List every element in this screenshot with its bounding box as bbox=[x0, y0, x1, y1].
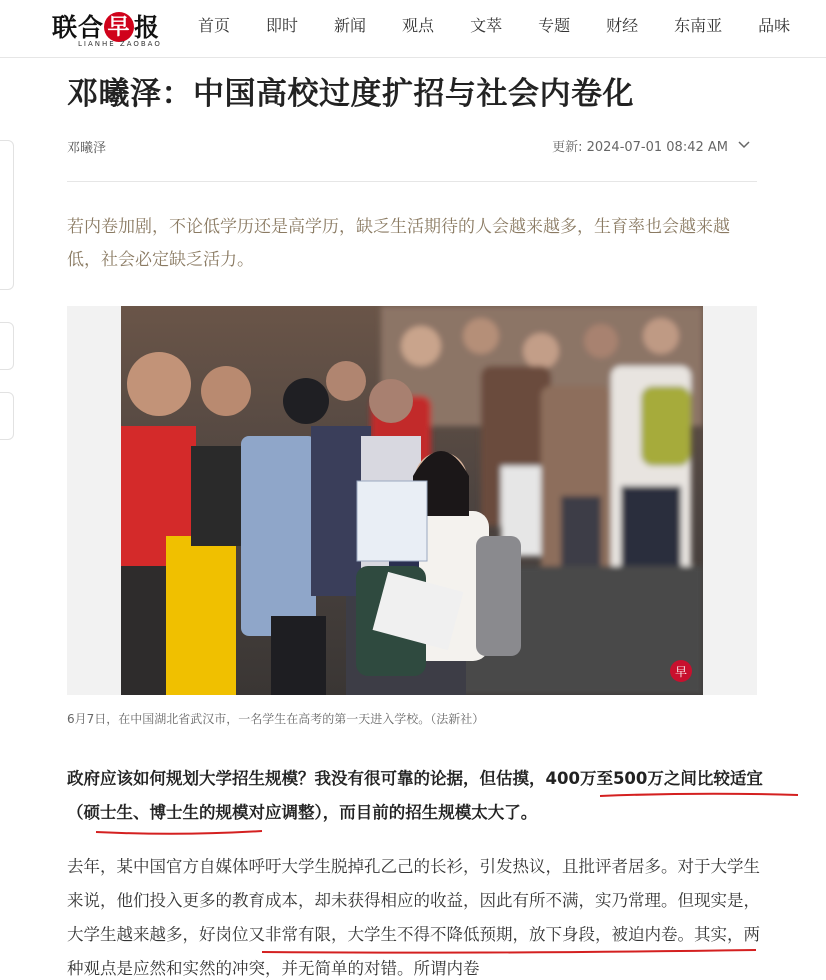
chevron-down-icon[interactable] bbox=[737, 137, 751, 151]
nav-southeast-asia[interactable]: 东南亚 bbox=[674, 16, 723, 35]
article-paragraph-1: 政府应该如何规划大学招生规模？我没有很可靠的论据，但估摸，400万至500万之间比较适宜（硕士生、博士生的规模对应调整），而目前的招生规模太大了。 bbox=[67, 769, 763, 822]
share-bar[interactable] bbox=[0, 140, 14, 290]
meta-divider bbox=[67, 181, 757, 182]
main-nav bbox=[198, 15, 826, 37]
article-paragraph-2: 去年，某中国官方自媒体呼吁大学生脱掉孔乙己的长衫，引发热议，且批评者居多。对于大学生来说，他们投入更多的教育成本，却未获得相应的收益，因此有所不满，实乃常理。但现实是，大学生越来越多，好岗位又非常有限，大学生不得不降低预期，放下身段，被迫内卷。其实，两种观点是应然和实然的冲突，并无简单的对错。所谓内卷 bbox=[67, 857, 760, 978]
nav-home[interactable]: 首页 bbox=[198, 16, 231, 35]
logo-red-badge: 早 bbox=[104, 12, 134, 42]
share-button-2[interactable] bbox=[0, 392, 14, 440]
article-updated-time[interactable]: 更新: 2024-07-01 08:42 AM bbox=[552, 140, 728, 155]
nav-opinion[interactable]: 观点 bbox=[402, 16, 435, 35]
article-title: 邓曦泽：中国高校过度扩招与社会内卷化 bbox=[67, 76, 634, 112]
site-header bbox=[0, 0, 826, 58]
logo-wordmark: 联合 早 报 bbox=[52, 13, 161, 42]
underline-2 bbox=[96, 831, 262, 834]
nav-lifestyle[interactable]: 品味 bbox=[758, 16, 791, 35]
share-button-1[interactable] bbox=[0, 322, 14, 370]
photo-badge: 早 bbox=[674, 665, 688, 679]
nav-news[interactable]: 新闻 bbox=[334, 16, 367, 35]
nav-digest[interactable]: 文萃 bbox=[470, 16, 503, 35]
photo-caption: 6月7日，在中国湖北省武汉市，一名学生在高考的第一天进入学校。（法新社） bbox=[67, 712, 485, 726]
site-logo[interactable] bbox=[52, 6, 166, 50]
nav-special[interactable]: 专题 bbox=[538, 16, 571, 35]
nav-realtime[interactable]: 即时 bbox=[266, 16, 299, 35]
nav-finance[interactable]: 财经 bbox=[606, 16, 639, 35]
article-summary: 若内卷加剧，不论低学历还是高学历，缺乏生活期待的人会越来越多，生育率也会越来越低，社会必定缺乏活力。 bbox=[67, 217, 730, 270]
article-author[interactable]: 邓曦泽 bbox=[67, 141, 107, 156]
logo-subtitle: LIANHE ZAOBAO bbox=[78, 40, 162, 48]
article-photo[interactable] bbox=[121, 306, 703, 695]
